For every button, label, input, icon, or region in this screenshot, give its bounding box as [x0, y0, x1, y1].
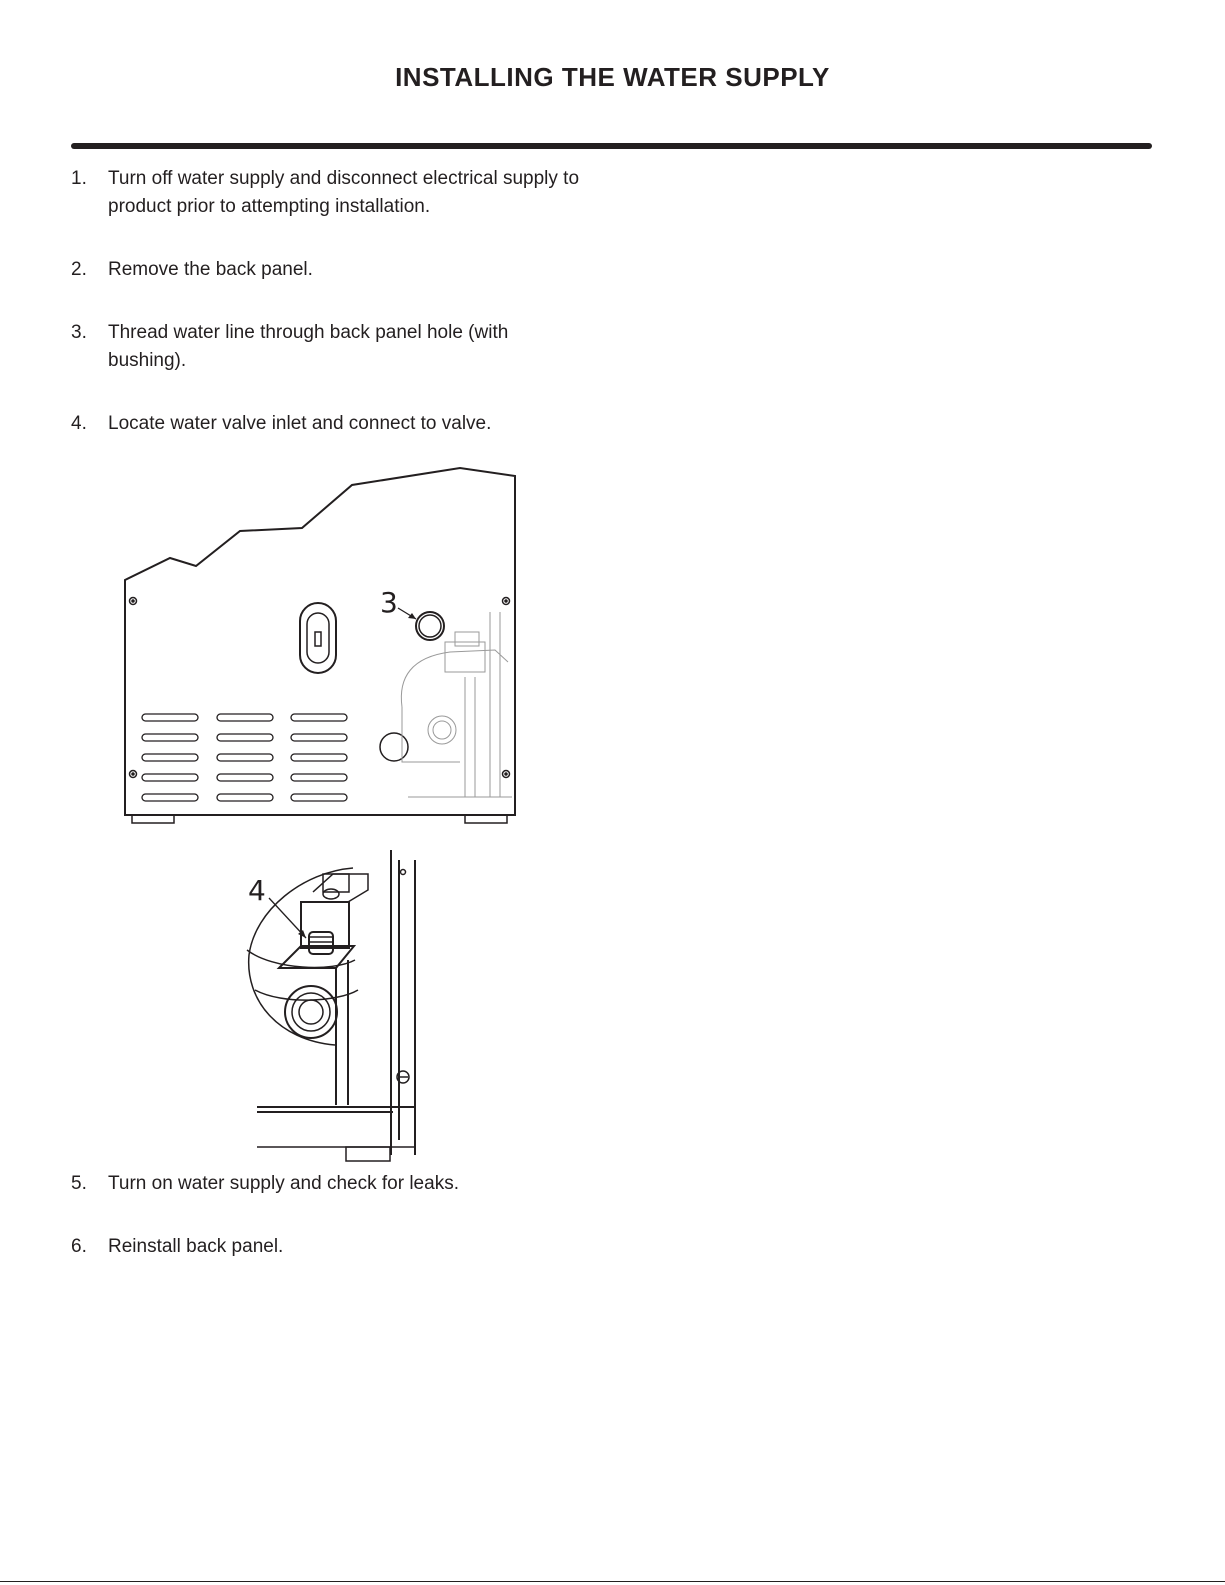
step-1 [71, 165, 611, 221]
step-text: Remove the back panel. [108, 259, 313, 280]
step-number: 5. [71, 1173, 87, 1194]
callout-4-label: 4 [248, 874, 266, 907]
title-divider [71, 143, 1152, 149]
step-text: Reinstall back panel. [108, 1236, 284, 1257]
step-number: 2. [71, 259, 87, 280]
step-3 [71, 319, 571, 375]
step-text: Thread water line through back panel hole (with bushing). [108, 322, 509, 371]
step-text: Turn on water supply and check for leaks. [108, 1173, 459, 1194]
page-bottom-border [0, 1581, 1225, 1582]
water-valve-diagram [243, 850, 423, 1177]
step-text: Turn off water supply and disconnect electrical supply to product prior to attempting installation. [108, 168, 580, 217]
step-number: 1. [71, 168, 87, 189]
step-number: 6. [71, 1236, 87, 1257]
step-number: 3. [71, 322, 87, 343]
page-title: INSTALLING THE WATER SUPPLY [395, 62, 830, 92]
callout-3-label: 3 [380, 586, 398, 619]
step-number: 4. [71, 413, 87, 434]
back-panel-diagram [120, 462, 525, 834]
step-text: Locate water valve inlet and connect to valve. [108, 413, 492, 434]
step-5 [71, 1170, 611, 1198]
step-6 [71, 1233, 611, 1261]
step-2 [71, 256, 611, 284]
step-4 [71, 410, 611, 438]
